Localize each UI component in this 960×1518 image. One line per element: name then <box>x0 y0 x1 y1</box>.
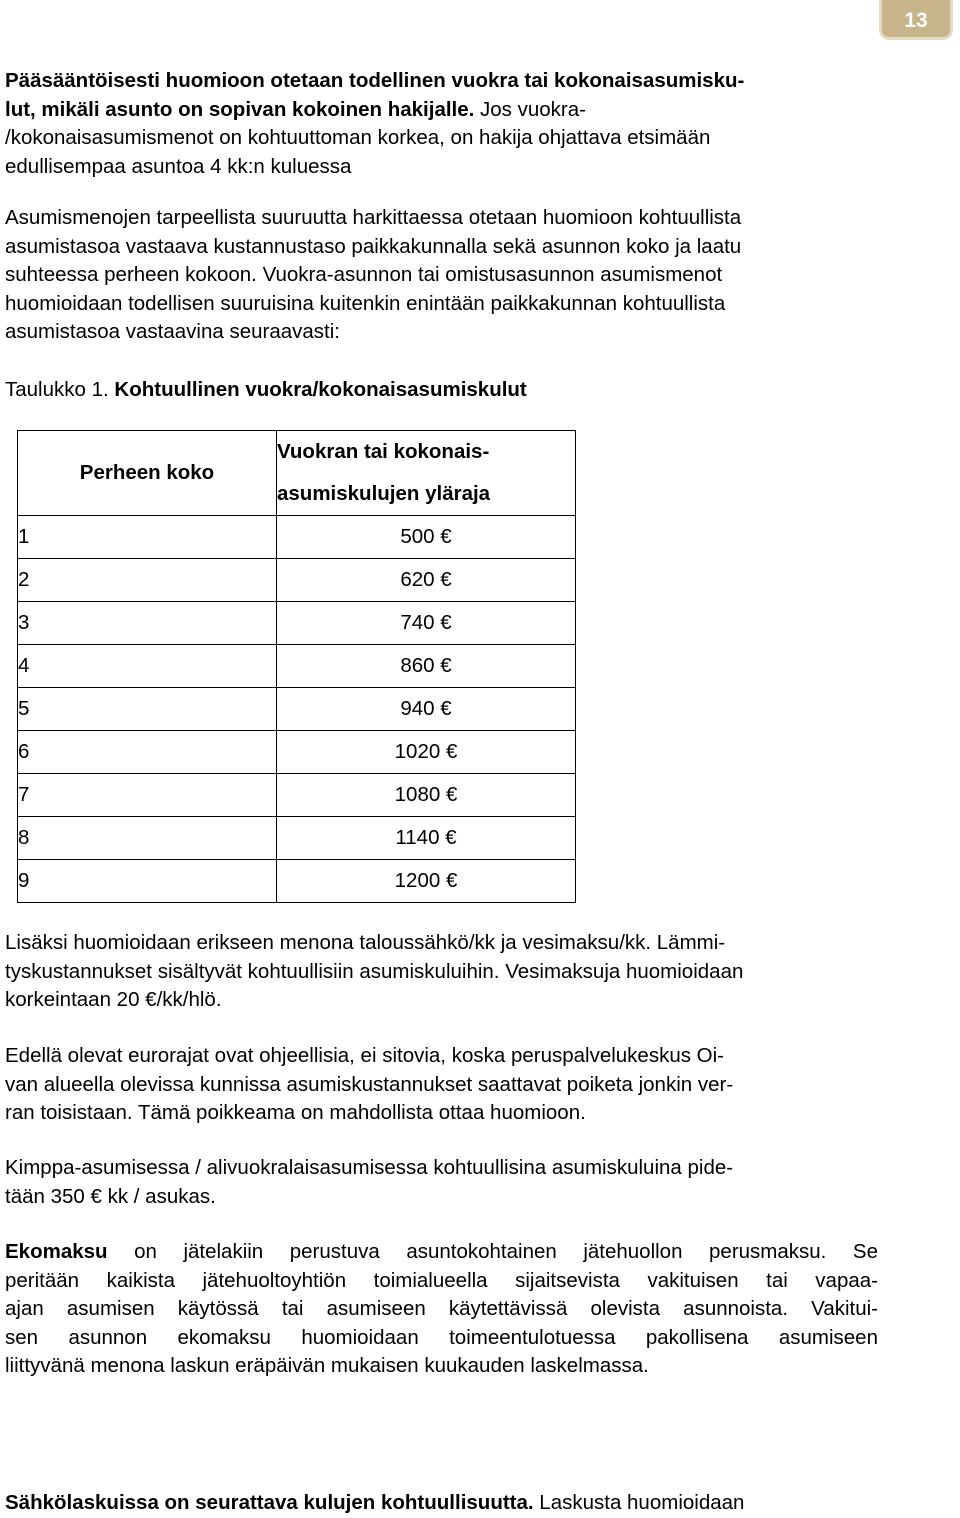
additional-line: Lisäksi huomioidaan erikseen menona taloussähkö/kk ja vesimaksu/kk. Lämmi- <box>5 931 726 954</box>
euro-limits-line: Edellä olevat eurorajat ovat ohjeellisia, ei sitovia, koska peruspalvelukeskus Oi- <box>5 1044 725 1067</box>
table-row <box>18 602 576 645</box>
header-family-size: Perheen koko <box>18 431 277 516</box>
table-caption-prefix: Taulukko 1. <box>5 378 115 401</box>
housing-line: suhteessa perheen kokoon. Vuokra-asunnon tai omistusasunnon asumismenot <box>5 263 723 286</box>
limit-cell: 740 € <box>277 602 576 645</box>
family-size-cell: 9 <box>18 860 277 903</box>
table-row <box>18 817 576 860</box>
family-size-cell: 7 <box>18 774 277 817</box>
electricity-bold: Sähkölaskuissa on seurattava kulujen kohtuullisuutta. <box>5 1491 534 1514</box>
table-caption-title: Kohtuullinen vuokra/kokonaisasumiskulut <box>114 378 527 401</box>
additional-line: tyskustannukset sisältyvät kohtuullisiin asumiskuluihin. Vesimaksuja huomioidaan <box>5 959 744 983</box>
ekomaksu-line: liittyvänä menona laskun eräpäivän mukaisen kuukauden laskelmassa. <box>5 1354 649 1377</box>
table-row <box>18 688 576 731</box>
housing-line: asumistasoa vastaavina seuraavasti: <box>5 320 341 343</box>
intro-line-2 <box>5 96 955 125</box>
family-size-cell: 5 <box>18 688 277 731</box>
additional-costs-paragraph <box>5 929 955 1015</box>
table-row <box>18 645 576 688</box>
limit-cell: 1200 € <box>277 860 576 903</box>
intro-line-3: /kokonaisasumismenot on kohtuuttoman korkea, on hakija ohjattava etsimään <box>5 126 711 149</box>
ekomaksu-line: peritään kaikista jätehuoltoyhtiön toimialueella sijaitsevista vakituisen tai vapaa- <box>5 1268 878 1292</box>
table-row <box>18 860 576 903</box>
electricity-rest: Laskusta huomioidaan <box>533 1491 745 1514</box>
limit-cell: 500 € <box>277 516 576 559</box>
electricity-line <box>5 1489 955 1518</box>
kimppa-paragraph <box>5 1154 955 1211</box>
euro-limits-line: van alueella olevissa kunnissa asumiskustannukset saattavat poiketa jonkin ver- <box>5 1072 734 1096</box>
limit-cell: 940 € <box>277 688 576 731</box>
family-size-cell: 6 <box>18 731 277 774</box>
limit-cell: 1080 € <box>277 774 576 817</box>
family-size-cell: 8 <box>18 817 277 860</box>
limit-cell: 620 € <box>277 559 576 602</box>
ekomaksu-line: ajan asumisen käytössä tai asumiseen käytettävissä olevista asunnoista. Vakitui- <box>5 1297 878 1320</box>
intro-bold-2: lut, mikäli asunto on sopivan kokoinen hakijalle. <box>5 97 475 121</box>
limit-cell: 1020 € <box>277 731 576 774</box>
table-row <box>18 516 576 559</box>
limit-cell: 860 € <box>277 645 576 688</box>
kimppa-line: tään 350 € kk / asukas. <box>5 1184 216 1208</box>
intro-cont: Jos vuokra- <box>474 97 586 121</box>
header-cost-limit-line-2: asumiskulujen yläraja <box>277 482 491 505</box>
page-number: 13 <box>879 0 953 40</box>
ekomaksu-line: sen asunnon ekomaksu huomioidaan toimeentulotuessa pakollisena asumiseen <box>5 1325 878 1349</box>
ekomaksu-line1-rest: on jätelakiin perustuva asuntokohtainen jätehuollon perusmaksu. Se <box>107 1240 878 1263</box>
housing-paragraph <box>5 204 955 347</box>
intro-paragraph <box>5 67 955 181</box>
euro-limits-paragraph <box>5 1042 955 1128</box>
ekomaksu-term: Ekomaksu <box>5 1240 108 1263</box>
table-caption <box>5 376 527 404</box>
table-row <box>18 774 576 817</box>
family-size-cell: 3 <box>18 602 277 645</box>
family-size-cell: 2 <box>18 559 277 602</box>
electricity-paragraph <box>5 1489 955 1518</box>
intro-line-1 <box>5 67 955 96</box>
family-size-cell: 1 <box>18 516 277 559</box>
table-row <box>18 559 576 602</box>
family-size-cell: 4 <box>18 645 277 688</box>
table-row <box>18 731 576 774</box>
intro-line-4: edullisempaa asuntoa 4 kk:n kuluessa <box>5 154 352 178</box>
euro-limits-line: ran toisistaan. Tämä poikkeama on mahdollista ottaa huomioon. <box>5 1101 586 1124</box>
intro-bold-1: Pääsääntöisesti huomioon otetaan todellinen vuokra tai kokonaisasumisku- <box>5 69 745 92</box>
header-cost-limit <box>277 431 576 516</box>
rent-limit-table <box>17 430 576 903</box>
kimppa-line: Kimppa-asumisessa / alivuokralaisasumisessa kohtuullisina asumiskuluina pide- <box>5 1156 734 1179</box>
ekomaksu-paragraph <box>5 1238 878 1381</box>
housing-line: huomioidaan todellisen suuruisina kuitenkin enintään paikkakunnan kohtuullista <box>5 291 726 315</box>
header-cost-limit-line-1: Vuokran tai kokonais- <box>277 440 490 463</box>
additional-line: korkeintaan 20 €/kk/hlö. <box>5 988 222 1011</box>
table-header-row <box>18 431 576 516</box>
limit-cell: 1140 € <box>277 817 576 860</box>
ekomaksu-line-1 <box>5 1238 878 1267</box>
housing-line: Asumismenojen tarpeellista suuruutta harkittaessa otetaan huomioon kohtuullista <box>5 206 742 229</box>
housing-line: asumistasoa vastaava kustannustaso paikkakunnalla sekä asunnon koko ja laatu <box>5 234 742 258</box>
